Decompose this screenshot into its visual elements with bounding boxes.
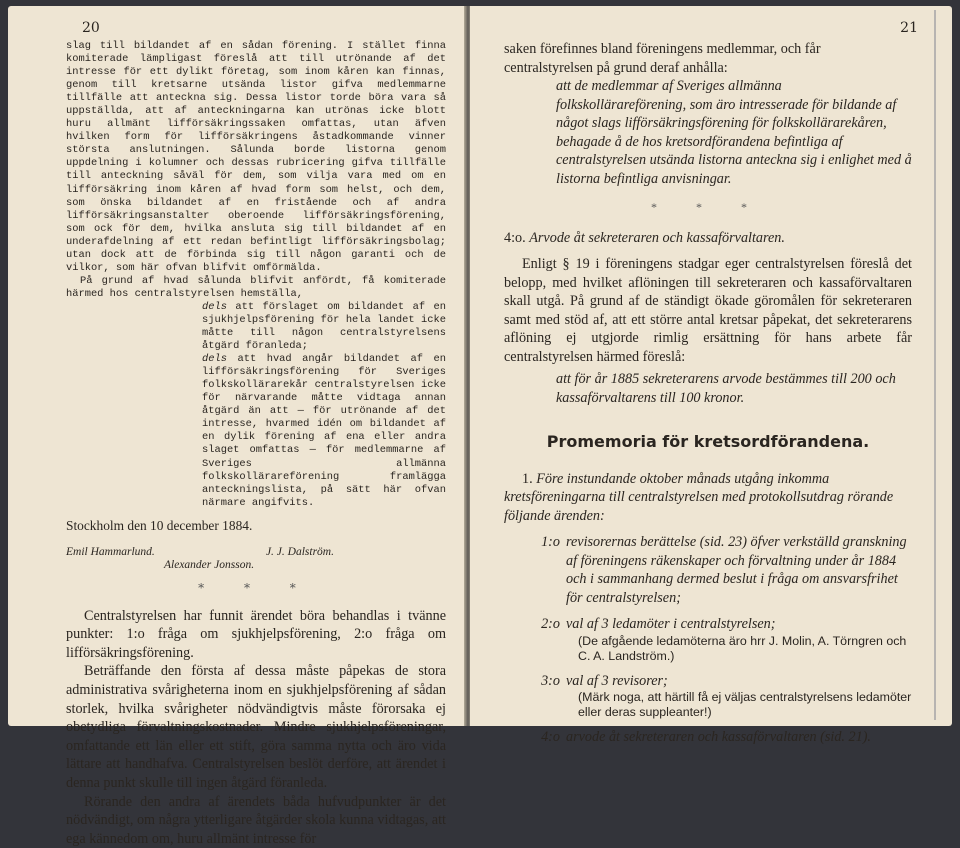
list-item	[504, 615, 912, 664]
item-note: (De afgående ledamöterna äro hrr J. Molin, A. Törngren och C. A. Landström.)	[578, 633, 907, 663]
item-text: val af 3 revisorer;	[566, 672, 668, 689]
board-response	[66, 607, 446, 848]
item-number: 3:o	[541, 672, 560, 689]
body-paragraph: Beträffande den första af dessa måste påpekas de stora administrativa svårigheterna inom en sjukhjelpsförening af sådan storlek, hvilka svårigheter nödvändigtvis måste förorsaka ej obetydliga förvaltningskostnader. Mindre sjukhjelpsföreningar, omfattande ett län eller ett stift, göra samma nytta och äro vida lättare att handhafva. Centralstyrelsen beslöt derföre, att ärendet i denna punkt skulle till ingen åtgärd föranleda.	[66, 663, 446, 792]
memo-intro	[504, 470, 912, 526]
committee-report	[66, 40, 446, 510]
item-text: val af 3 ledamöter i centralstyrelsen;	[566, 616, 776, 632]
memo-number: 1.	[522, 470, 533, 487]
body-paragraph: Enligt § 19 i föreningens stadgar eger centralstyrelsen föreslå det belopp, med hvilket aflöningen till sekreteraren och kassaförvaltaren skall utgå. På grund af de ständigt ökade göromålen för sekreteraren samt med stöd af, att ett större antal kretsar påpekat, det sekreterarens aflöning ej utgjorde rimlig ersättning för hans arbete får centralstyrelsen härmed föreslå:	[504, 256, 912, 365]
section-title-text: Arvode åt sekreteraren och kassaförvaltaren.	[529, 229, 785, 246]
report-paragraph: slag till bildandet af en sådan förening. I stället finna komiterade lämpligast föreslå att till utrönande af det intresse för ett dylikt företag, som inom kåren kan finnas, genom till kretsarne utsända listor gifva medlemmarne tillfälle att anteckna sig. Dessa listor torde böra vara så uppställda, att af anteckningarna kan utrönas icke blott huru allmänt lifförsäkringssaken omfattas, utan äfven hvilken form för lifförsäkringens åstadkommande vinner största anslutningen. Sålunda borde listorna genom uppdelning i kolumner och dessas rubricering gifva tillfälle till anteckning såväl för dem, som vilja vara med om en lifförsäkring inom kåren af hvad form som helst, och dem, som önska bildandet af en fristående och af andra lifförsäkringsanstalter oberoende lifförsäkringsförening, som ock för dem, hvilka ansluta sig till bildandet af en underafdelning af ett redan befintligt lifförsäkringsbolag; utan dock att de förbinda sig till någon garanti och de vilkor, som här ofvan blifvit omförmälda.	[66, 40, 446, 274]
proposal-dels-2	[66, 353, 446, 510]
report-paragraph: På grund af hvad sålunda blifvit anfördt, få komiterade härmed hos centralstyrelsen hemställa,	[66, 274, 446, 300]
proposal-text: att hvad angår bildandet af en lifförsäkringsförening för Sveriges folkskollärarekår centralstyrelsen icke för närvarande måtte vidtaga annan åtgärd än att — för utrönande af det intresse, hvarmed idén om bildandet af en dylik förening af ena eller andra slaget omfattas — för medlemmarne af Sveriges allmänna folkskollärareförening framlägga anteckningslista, på sätt här ofvan närmare angifvits.	[202, 353, 446, 509]
list-item	[504, 672, 912, 721]
signature-row	[66, 546, 446, 558]
section-title	[504, 229, 912, 248]
request-quote: att de medlemmar af Sveriges allmänna folkskollärareförening, som äro intresserade för bildande af något slags lifförsäkringsförening för folkskollärarekåren, behagade å de hos kretsordförandena befintliga af centralstyrelsen utsända listorna anteckna sig i enlighet med å listorna befintliga anvisningar.	[556, 78, 912, 187]
body-paragraph: Rörande den andra af ärendets båda hufvudpunkter är det nödvändigt, om några ytterligare åtgärder skola kunna vidtagas, att ega kännedom om, huru allmänt intresse för	[66, 793, 446, 847]
signatures	[66, 546, 446, 571]
signature: Alexander Jonsson.	[164, 558, 255, 571]
signature: J. J. Dalström.	[265, 545, 334, 558]
list-item	[504, 728, 912, 747]
body-paragraph: Centralstyrelsen har funnit ärendet böra behandlas i tvänne punkter: 1:o fråga om sjukhjelpsförening, 2:o fråga om lifförsäkringsförening.	[66, 607, 446, 661]
left-page	[8, 6, 466, 847]
right-content	[504, 40, 912, 747]
report-date: Stockholm den 10 december 1884.	[66, 517, 253, 533]
dels-word: dels	[202, 353, 227, 366]
section-divider: * * *	[651, 200, 765, 214]
item-number: 1:o	[541, 534, 560, 550]
proposal-quote: att för år 1885 sekreterarens arvode bestämmes till 200 och kassaförvaltarens till 100 kronor.	[556, 371, 896, 406]
item-number: 2:o	[541, 616, 560, 632]
list-item	[504, 533, 912, 607]
proposal-text: att förslaget om bildandet af en sjukhjelpsförening för hela landet icke måtte till någon centralstyrelsens åtgärd föranleda;	[202, 300, 446, 353]
section-number: 4:o.	[504, 229, 526, 246]
item-text: arvode åt sekreteraren och kassaförvaltaren (sid. 21).	[566, 729, 871, 745]
item-number: 4:o	[541, 729, 560, 745]
section-divider: * * *	[198, 580, 314, 595]
page-number: 21	[900, 20, 918, 36]
page-number: 20	[82, 20, 100, 36]
signature: Emil Hammarlund.	[66, 545, 155, 558]
proposal-dels-1	[66, 301, 446, 353]
memo-list	[504, 533, 912, 747]
memo-heading: Promemoria för kretsordförandena.	[546, 432, 870, 451]
body-paragraph: saken förefinnes bland föreningens medlemmar, och får centralstyrelsen på grund deraf anhålla:	[504, 41, 821, 76]
right-page	[470, 6, 952, 745]
item-text: revisorernas berättelse (sid. 23) öfver verkställd granskning af föreningens räkenskaper och förvaltning under år 1884 och i sammanhang dermed beslut i fråga om ansvarsfrihet för centralstyrelsen;	[566, 534, 907, 606]
memo-text: Före instundande oktober månads utgång inkomma kretsföreningarna till centralstyrelsen med protokollsutdrag rörande följande ärenden:	[504, 470, 894, 524]
item-note: (Märk noga, att härtill få ej väljas centralstyrelsens ledamöter eller deras suppleanter!)	[578, 690, 912, 719]
page-edge-line	[934, 10, 936, 720]
dels-word: dels	[202, 300, 227, 313]
